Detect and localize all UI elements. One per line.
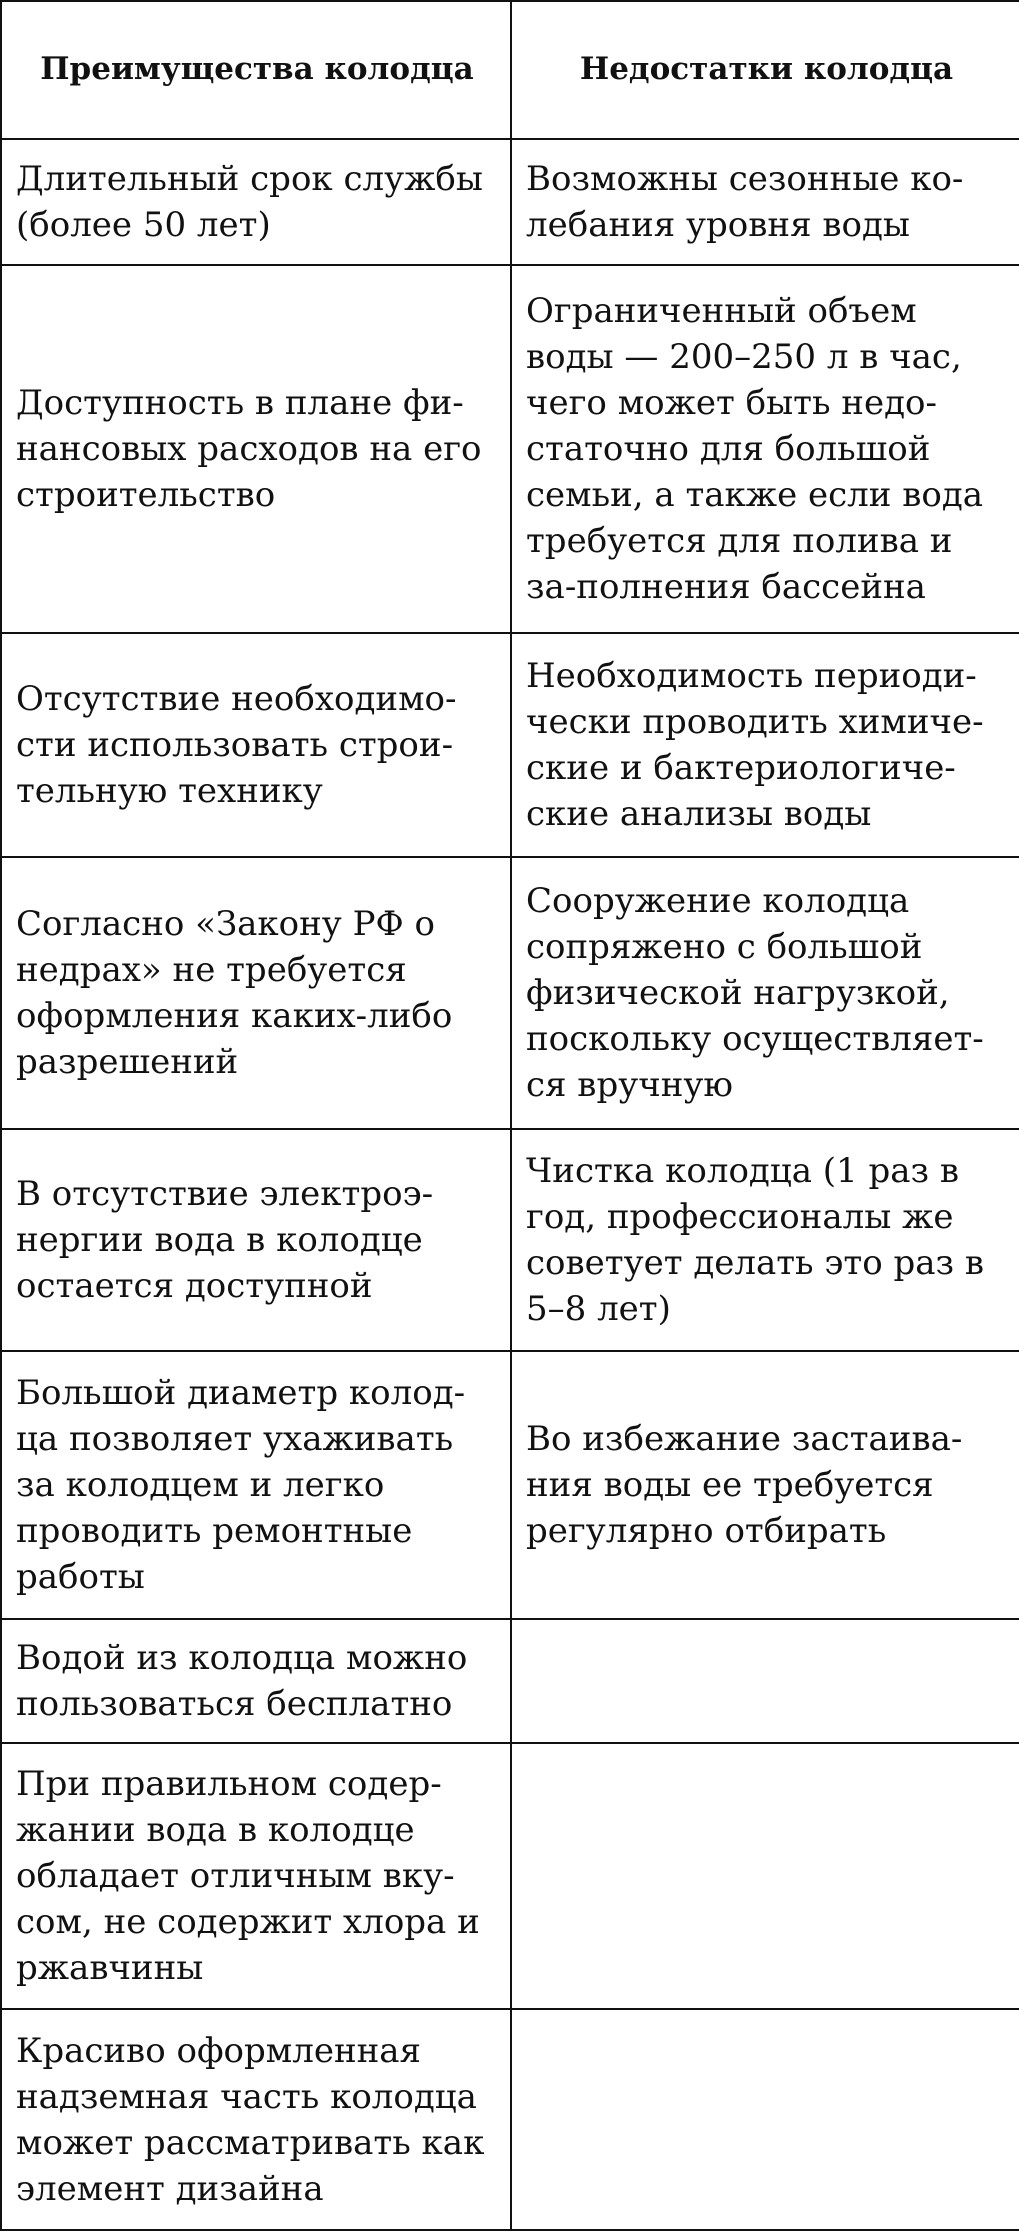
table-row — [1, 139, 1019, 265]
disadvantage-cell — [511, 139, 1019, 265]
disadvantage-cell — [511, 857, 1019, 1129]
disadvantage-text: Сооружение колодца сопряжено с большой физической нагрузкой, поскольку осуществляет-ся вручную — [526, 881, 984, 1105]
header-advantages: Преимущества колодца — [1, 1, 511, 139]
advantage-text: Большой диаметр колод-ца позволяет ухаживать за колодцем и легко проводить ремонтные работы — [16, 1373, 466, 1597]
disadvantage-cell — [511, 1619, 1019, 1743]
advantage-cell — [1, 139, 511, 265]
advantage-cell — [1, 1129, 511, 1351]
advantage-cell — [1, 857, 511, 1129]
table-row — [1, 2009, 1019, 2230]
table-row — [1, 1129, 1019, 1351]
advantage-cell — [1, 633, 511, 857]
disadvantage-text: Ограниченный объем воды — 200–250 л в час, чего может быть недо-статочно для большой семьи, а также если вода требуется для полива и за-полнения бассейна — [526, 291, 984, 607]
advantage-cell — [1, 1619, 511, 1743]
advantage-text: Согласно «Закону РФ о недрах» не требуется оформления каких-либо разрешений — [16, 904, 453, 1082]
table-row — [1, 1351, 1019, 1619]
header-disadvantages: Недостатки колодца — [511, 1, 1019, 139]
table-row — [1, 265, 1019, 633]
advantage-cell — [1, 265, 511, 633]
advantage-text: В отсутствие электроэ-нергии вода в колодце остается доступной — [16, 1174, 434, 1306]
advantage-text: Красиво оформленная надземная часть колодца может рассматривать как элемент дизайна — [16, 2030, 485, 2209]
disadvantage-text: Необходимость периоди-чески проводить химиче-ские и бактериологиче-ские анализы воды — [526, 656, 984, 834]
advantage-text: Водой из колодца можно пользоваться бесплатно — [16, 1638, 468, 1724]
table-row — [1, 1743, 1019, 2009]
disadvantage-text: Во избежание застаива-ния воды ее требуется регулярно отбирать — [526, 1419, 963, 1551]
advantage-cell — [1, 1351, 511, 1619]
table-header-row — [1, 1, 1019, 139]
disadvantage-cell — [511, 1743, 1019, 2009]
advantage-text: Длительный срок службы (более 50 лет) — [16, 159, 483, 245]
disadvantage-text: Чистка колодца (1 раз в год, профессионалы же советует делать это раз в 5–8 лет) — [526, 1151, 985, 1329]
advantage-text: Доступность в плане фи-нансовых расходов на его строительство — [16, 383, 482, 515]
disadvantage-text: Возможны сезонные ко-лебания уровня воды — [526, 159, 964, 245]
disadvantage-cell — [511, 633, 1019, 857]
advantage-text: При правильном содер-жании вода в колодце обладает отличным вку-сом, не содержит хлора и ржавчины — [16, 1764, 480, 1988]
advantage-text: Отсутствие необходимо-сти использовать строи-тельную технику — [16, 679, 457, 811]
table-row — [1, 633, 1019, 857]
advantage-cell — [1, 2009, 511, 2230]
disadvantage-cell — [511, 265, 1019, 633]
table-row — [1, 1619, 1019, 1743]
disadvantage-cell — [511, 2009, 1019, 2230]
advantage-cell — [1, 1743, 511, 2009]
disadvantage-cell — [511, 1351, 1019, 1619]
table-row — [1, 857, 1019, 1129]
disadvantage-cell — [511, 1129, 1019, 1351]
